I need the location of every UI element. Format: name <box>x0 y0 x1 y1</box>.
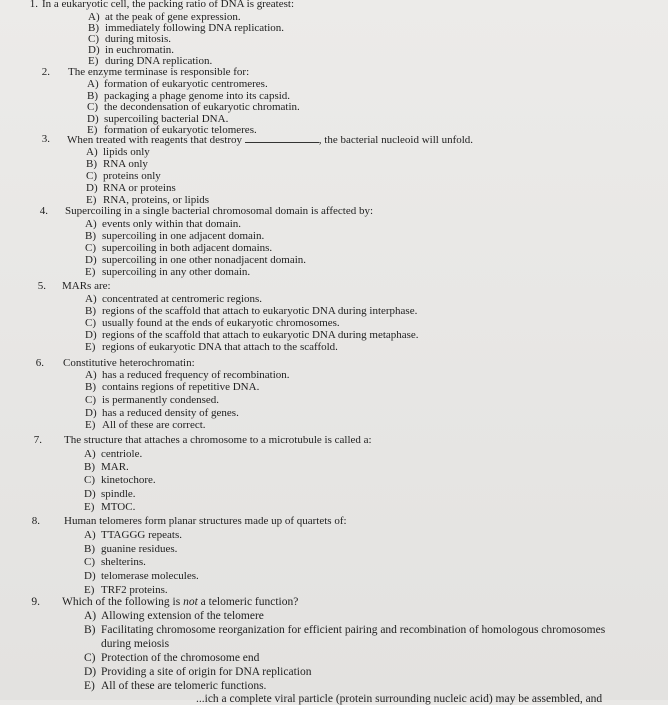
option: B) RNA only <box>86 158 148 170</box>
option: A) TTAGGG repeats. <box>84 529 182 541</box>
option: E) RNA, proteins, or lipids <box>86 194 210 206</box>
option: D) telomerase molecules. <box>84 570 199 582</box>
option: B) immediately following DNA replication. <box>88 22 285 34</box>
option: E) supercoiling in any other domain. <box>85 266 251 278</box>
option: C) is permanently condensed. <box>85 394 219 406</box>
option: E) All of these are telomeric functions. <box>84 680 267 692</box>
option: D) RNA or proteins <box>86 182 176 194</box>
answer-blank <box>245 133 319 143</box>
question-number: 7. <box>33 434 42 446</box>
option: B) contains regions of repetitive DNA. <box>85 381 260 393</box>
option: C) kinetochore. <box>84 474 156 486</box>
question-number: 1. <box>29 0 38 10</box>
question-stem: Human telomeres form planar structures made up of quartets of: <box>64 515 347 527</box>
option: C) proteins only <box>86 170 161 182</box>
question-number: 5. <box>37 280 46 292</box>
option: A) at the peak of gene expression. <box>88 11 241 23</box>
option: D) regions of the scaffold that attach to eukaryotic DNA during metaphase. <box>85 329 419 341</box>
option: B) supercoiling in one adjacent domain. <box>85 230 265 242</box>
question-stem: In a eukaryotic cell, the packing ratio of DNA is greatest: <box>42 0 294 10</box>
question-stem: MARs are: <box>62 280 111 292</box>
option: D) Providing a site of origin for DNA replication <box>84 666 312 678</box>
option: E) MTOC. <box>84 501 136 513</box>
question-number: 3. <box>41 133 50 145</box>
option: E) regions of eukaryotic DNA that attach to the scaffold. <box>85 341 338 353</box>
option: A) formation of eukaryotic centromeres. <box>87 78 268 90</box>
question-stem: When treated with reagents that destroy , the bacterial nucleoid will unfold. <box>67 134 474 146</box>
question-stem: Which of the following is not a telomeric function? <box>62 596 299 608</box>
option: A) events only within that domain. <box>85 218 242 230</box>
option: B) MAR. <box>84 461 129 473</box>
question-stem: The structure that attaches a chromosome to a microtubule is called a: <box>64 434 372 446</box>
option: D) in euchromatin. <box>88 44 175 56</box>
option-continuation: during meiosis <box>101 638 170 650</box>
option: A) Allowing extension of the telomere <box>84 610 264 622</box>
option: A) has a reduced frequency of recombination. <box>85 369 290 381</box>
option: A) lipids only <box>86 146 150 158</box>
option: C) supercoiling in both adjacent domains. <box>85 242 273 254</box>
cut-off-next-question-line: ...ich a complete viral particle (protein surrounding nucleic acid) may be assembled, and <box>196 693 603 705</box>
option: C) shelterins. <box>84 556 146 568</box>
option: D) has a reduced density of genes. <box>85 407 239 419</box>
option: A) centriole. <box>84 448 143 460</box>
question-stem: The enzyme terminase is responsible for: <box>68 66 250 78</box>
option: E) TRF2 proteins. <box>84 584 168 596</box>
question-stem: Supercoiling in a single bacterial chromosomal domain is affected by: <box>65 205 374 217</box>
question-number: 2. <box>41 66 50 78</box>
option: B) regions of the scaffold that attach to eukaryotic DNA during interphase. <box>85 305 418 317</box>
option: E) formation of eukaryotic telomeres. <box>87 124 257 136</box>
option: C) during mitosis. <box>88 33 172 45</box>
option: A) concentrated at centromeric regions. <box>85 293 263 305</box>
question-number: 9. <box>31 596 40 608</box>
option: C) the decondensation of eukaryotic chromatin. <box>87 101 300 113</box>
option: C) usually found at the ends of eukaryotic chromosomes. <box>85 317 340 329</box>
option: D) supercoiling in one other nonadjacent domain. <box>85 254 307 266</box>
option: E) All of these are correct. <box>85 419 206 431</box>
option: B) Facilitating chromosome reorganization for efficient pairing and recombination of homologous chromosomes <box>84 624 606 636</box>
question-stem: Constitutive heterochromatin: <box>63 357 195 369</box>
option: E) during DNA replication. <box>88 55 213 67</box>
question-number: 6. <box>35 357 44 369</box>
option: D) spindle. <box>84 488 136 500</box>
option: C) Protection of the chromosome end <box>84 652 260 664</box>
option: B) guanine residues. <box>84 543 178 555</box>
option: D) supercoiling bacterial DNA. <box>87 113 229 125</box>
option: B) packaging a phage genome into its capsid. <box>87 90 291 102</box>
question-number: 4. <box>39 205 48 217</box>
question-number: 8. <box>31 515 40 527</box>
